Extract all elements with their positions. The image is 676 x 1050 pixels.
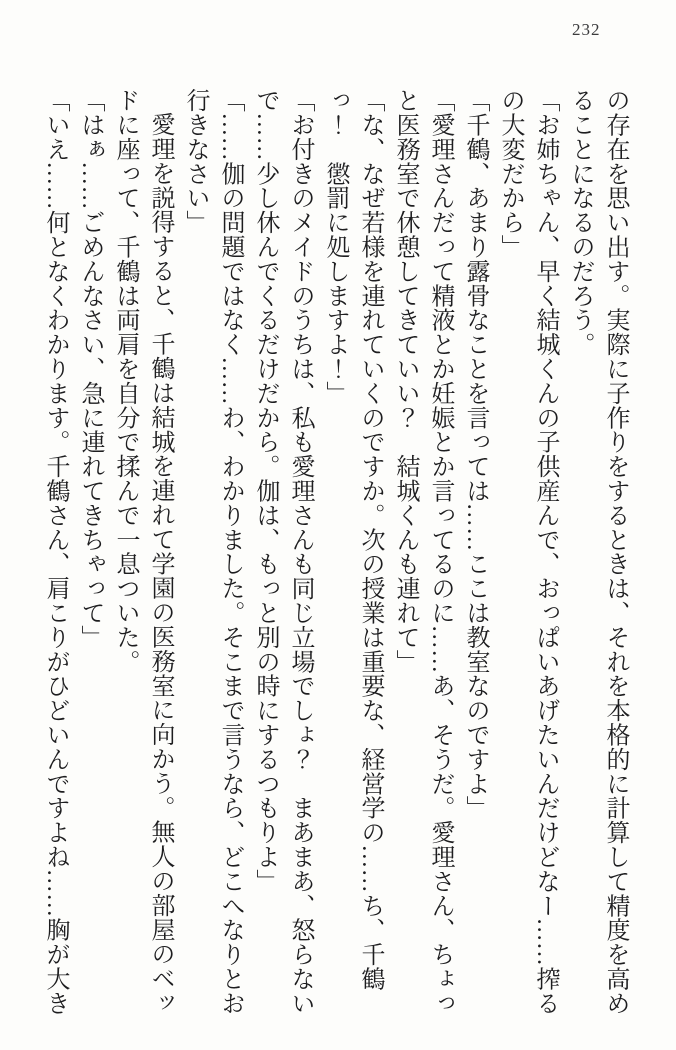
text-body bbox=[36, 88, 632, 1016]
paragraph: 「はぁ……ごめんなさい、急に連れてきちゃって」 bbox=[77, 88, 103, 650]
paragraph: 「な、なぜ若様を連れていくのですか。次の授業は重要な、経営学の……ち、千鶴っ！ 懲罰に処しますよ！」 bbox=[322, 88, 383, 991]
paragraph: 「お付きのメイドのうちは、私も愛理さんも同じ立場でしょ？ まあまあ、怒らないで……少し休んでくるだけだから。伽は、もっと別の時にするつもりよ」 bbox=[252, 88, 313, 1016]
paragraph: 「……伽の問題ではなく……わ、わかりました。そこまで言うなら、どこへなりとお行きなさい」 bbox=[182, 88, 243, 1016]
paragraph: 「お姉ちゃん、早く結城くんの子供産んで、おっぱいあげたいんだけどなー……搾るの大変だから」 bbox=[497, 88, 558, 1016]
paragraph: 「いえ……何となくわかります。千鶴さん、肩こりがひどいんですよね……胸が大き bbox=[42, 88, 68, 1016]
paragraph: 「千鶴、あまり露骨なことを言っては……ここは教室なのですよ」 bbox=[462, 88, 488, 820]
paragraph: 愛理を説得すると、千鶴は結城を連れて学園の医務室に向かう。無人の部屋のベッドに座って、千鶴は両肩を自分で揉んで一息ついた。 bbox=[112, 88, 173, 1015]
page-number: 232 bbox=[572, 20, 601, 39]
paragraph: の存在を思い出す。実際に子作りをするときは、それを本格的に計算して精度を高めることになるのだろう。 bbox=[567, 88, 628, 1016]
paragraph: 「愛理さんだって精液とか妊娠とか言ってるのに……あ、そうだ。愛理さん、ちょっと医務室で休憩してきていい？ 結城くんも連れて」 bbox=[392, 88, 453, 1016]
